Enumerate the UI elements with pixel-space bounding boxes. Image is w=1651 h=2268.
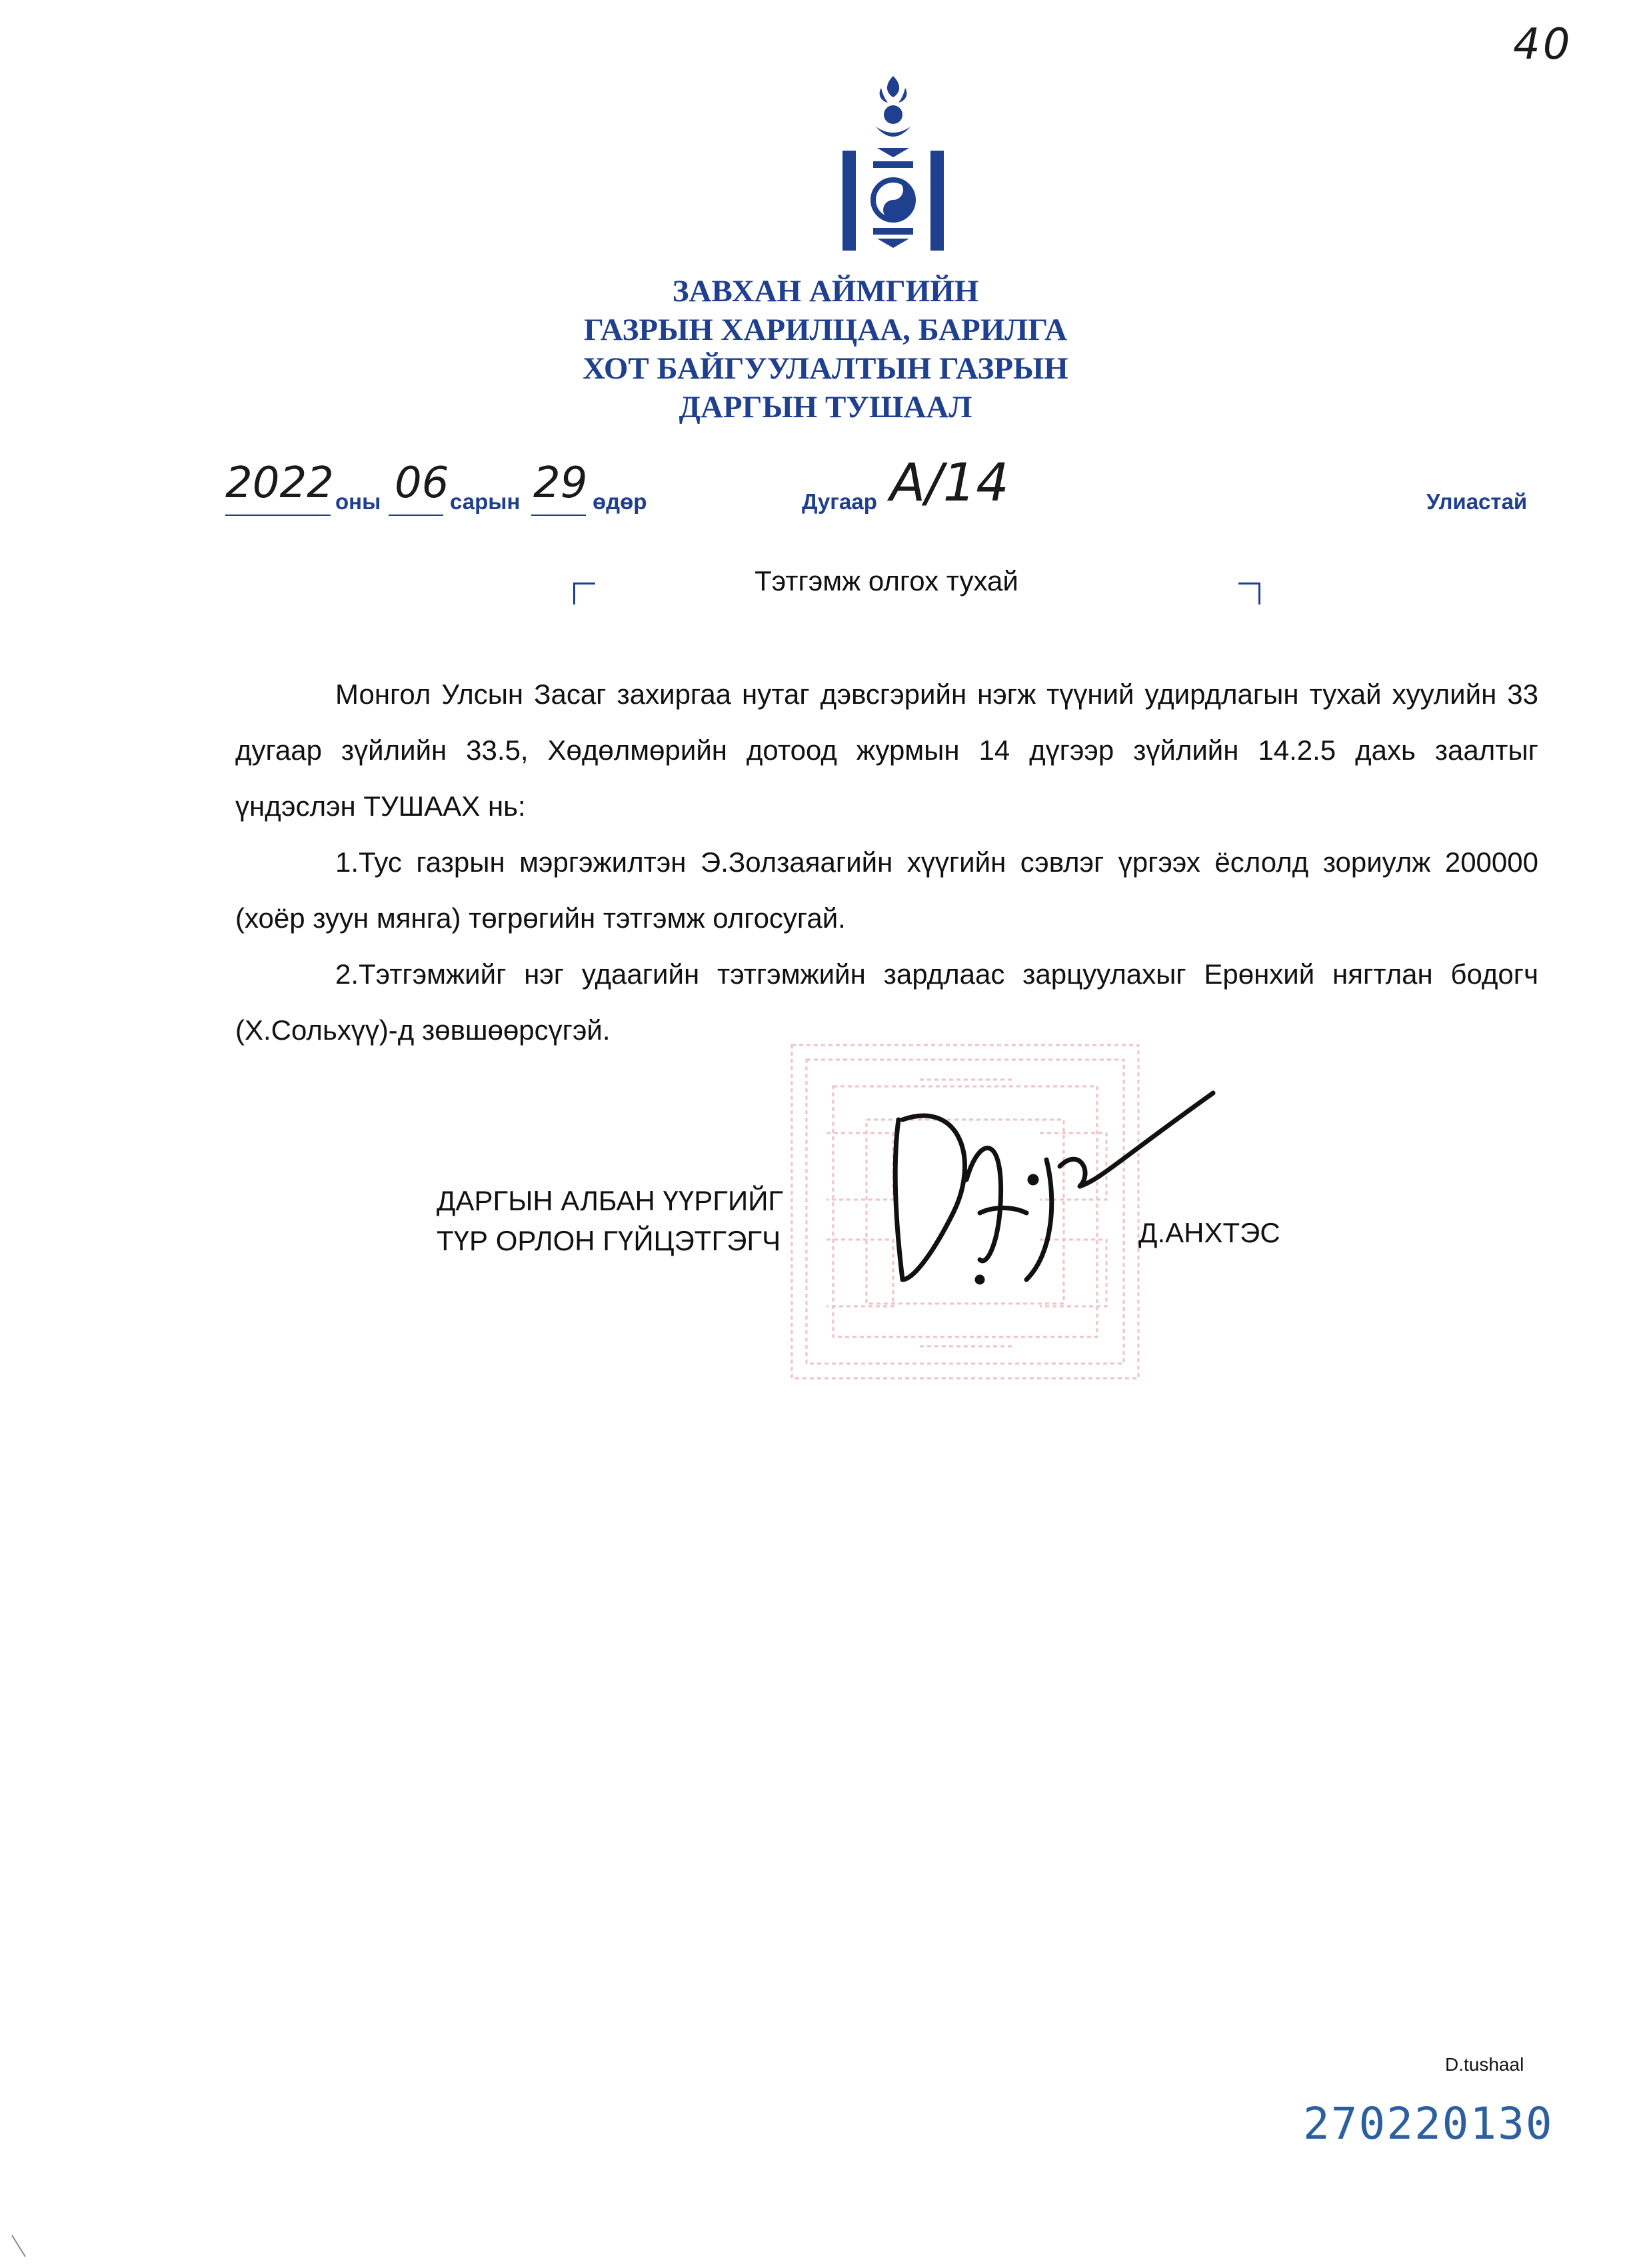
header-line-4: ДАРГЫН ТУШААЛ [679,390,972,425]
document-header [0,272,1651,427]
subject-bracket-right [1238,582,1260,604]
number-label: Дугаар [802,489,877,514]
handwritten-day: 29 [533,459,588,508]
document-code: D.tushaal [1445,2054,1524,2075]
day-underline [531,515,586,516]
handwritten-month: 06 [395,459,449,508]
scan-edge-mark-icon [9,2233,29,2259]
subject: Тэтгэмж олгох тухай [755,565,1018,596]
handwritten-year: 2022 [225,459,334,508]
handwritten-order-number: А/14 [890,453,1009,513]
soyombo-emblem-icon [840,73,946,253]
year-suffix: оны [335,489,381,514]
signer-role-line-2: ТҮР ОРЛОН ГҮЙЦЭТГЭГЧ [437,1225,781,1256]
order-item-1: 1.Тус газрын мэргэжилтэн Э.Золзаяагийн хүүгийн сэвлэг үргээх ёслолд зориулж 200000 (хоёр зуун мянга) төгрөгийн тэтгэмж олгосугай. [235,846,1538,934]
page-number: 40 [1513,20,1573,69]
order-body [235,666,1538,1058]
signer-role-line-1: ДАРГЫН АЛБАН ҮҮРГИЙГ [437,1185,784,1216]
order-item-2: 2.Тэтгэмжийг нэг удаагийн тэтгэмжийн зардлаас зарцуулахыг Ерөнхий нягтлан бодогч (Х.Сольхүү)-д зөвшөөрсүгэй. [235,958,1538,1046]
preamble: Монгол Улсын Засаг захиргаа нутаг дэвсгэрийн нэгж түүний удирдлагын тухай хуулийн 33 дугаар зүйлийн 33.5, Хөдөлмөрийн дотоод журмын 14 дүгээр зүйлийн 14.2.5 дахь заалтыг үндэслэн ТУШААХ нь: [235,678,1538,822]
handwritten-signature-icon [880,1080,1226,1300]
registration-number: 270220130 [1303,2098,1554,2149]
day-suffix: өдөр [593,489,647,514]
header-line-2: ГАЗРЫН ХАРИЛЦАА, БАРИЛГА [583,313,1068,347]
place: Улиастай [1426,489,1528,514]
month-underline [389,515,443,516]
header-line-1: ЗАВХАН АЙМГИЙН [672,274,979,309]
year-underline [225,515,331,516]
signer-name: Д.АНХТЭС [1138,1217,1280,1248]
month-suffix: сарын [450,489,521,514]
header-line-3: ХОТ БАЙГУУЛАЛТЫН ГАЗРЫН [583,351,1068,386]
signer-role [437,1181,783,1261]
